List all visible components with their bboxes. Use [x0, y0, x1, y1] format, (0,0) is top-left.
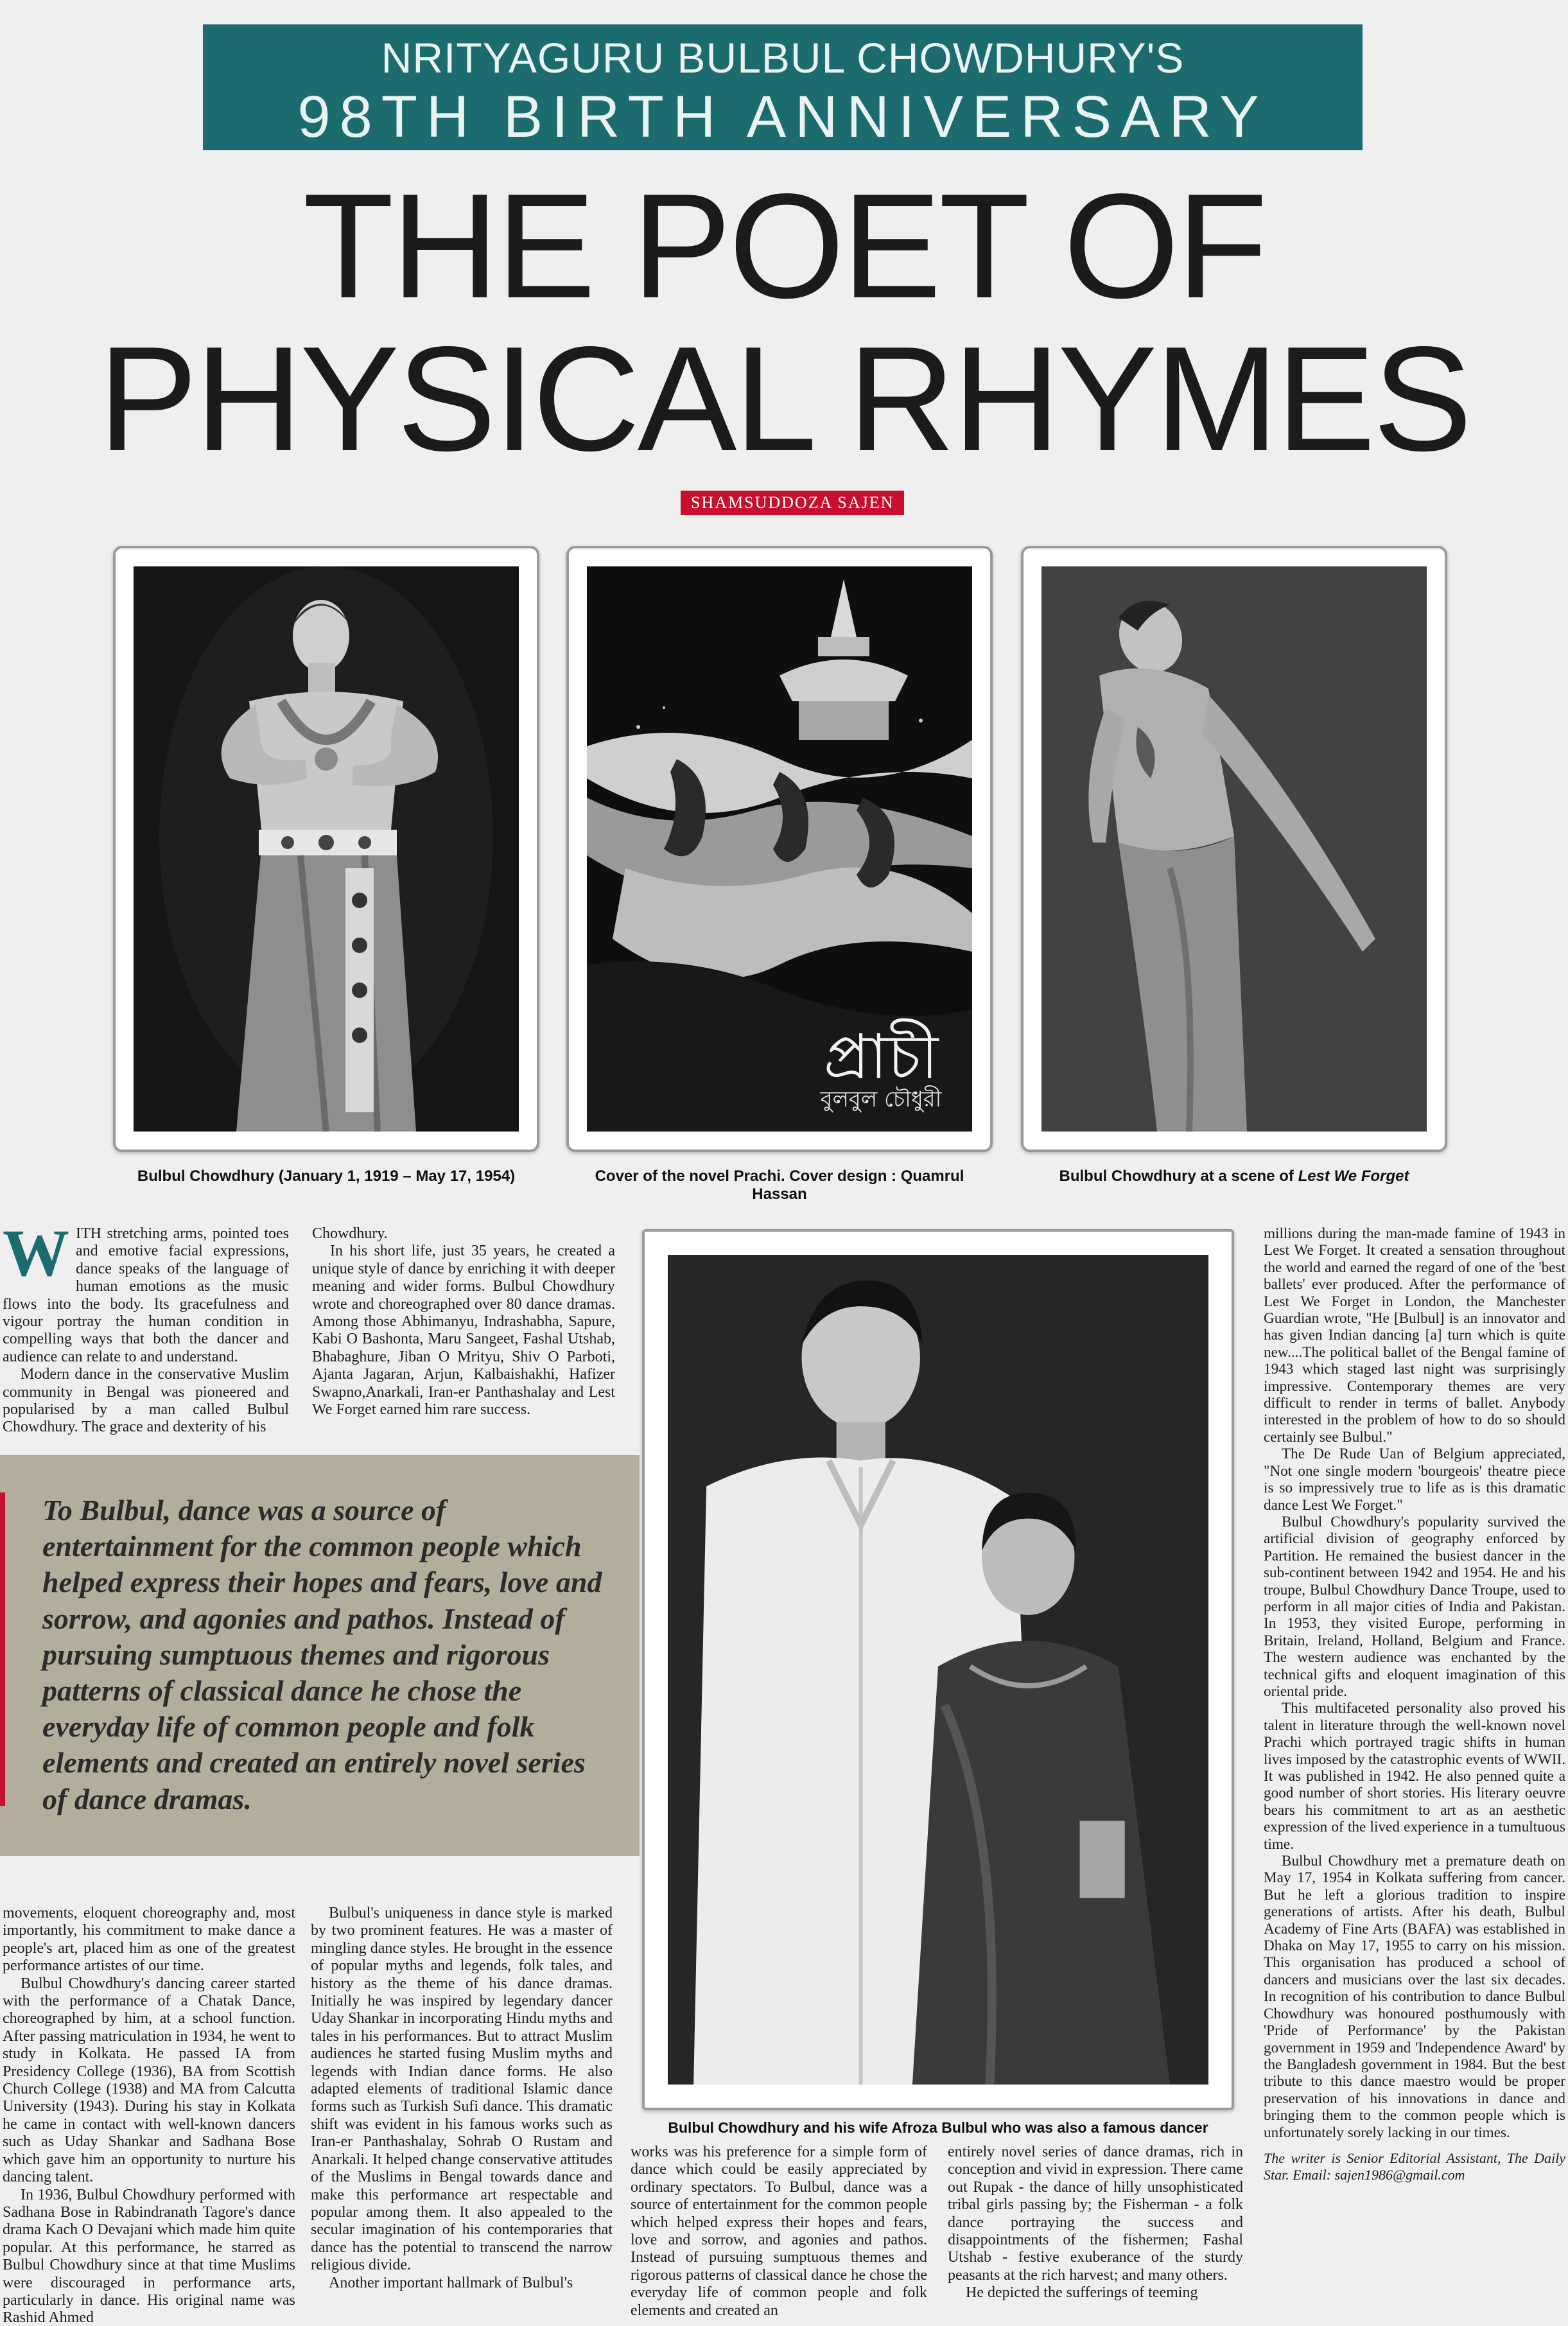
article-paragraph: ITH stretching arms, pointed toes and emotive facial expressions, dance speaks of the language of human emotions as the music flows into the body. Its gracefulness and vigour portray the human condition in compelling ways that both the dancer and audience can relate to and understand. [3, 1225, 289, 1365]
caption-prachi-cover: Cover of the novel Prachi. Cover design : Quamrul Hassan [595, 1167, 964, 1203]
photo-couple [668, 1255, 1208, 2085]
photo-frame-dancer [113, 546, 539, 1152]
article-paragraph: Modern dance in the conservative Muslim community in Bengal was pioneered and popularised by a man called Bulbul Chowdhury. The grace and dexterity of his [3, 1366, 289, 1436]
photo-lest-we-forget [1041, 566, 1427, 1132]
article-column-3 [631, 2144, 927, 2320]
caption-dancer: Bulbul Chowdhury (January 1, 1919 – May 17, 1954) [137, 1167, 516, 1185]
dropcap: W [3, 1216, 69, 1290]
photo-dancer [134, 566, 519, 1132]
photo-frame-couple [642, 1229, 1234, 2110]
article-paragraph: movements, eloquent choreography and, most importantly, his commitment to make dance a people's art, placed him as one of the greatest performance artistes of our time. [3, 1905, 295, 1975]
article-paragraph: In 1936, Bulbul Chowdhury performed with Sadhana Bose in Rabindranath Tagore's dance drama Kach O Devajani which made him quite popular. At this performance, he starred as Bulbul Chowdhury since at that time Muslims were discouraged in performance arts, particularly in dance. His original name was Rashid Ahmed [3, 2186, 295, 2326]
article-paragraph: millions during the man-made famine of 1943 in Lest We Forget. It created a sensation throughout the world and earned the regard of one of the 'best ballets' ever produced. After the performance of Lest We Forget in London, the Manchester Guardian wrote, "He [Bulbul] is an innovator and has given Indian dancing [a] turn which is quite new....The political ballet of the Bengal famine of 1943 which staged last night was surprisingly impressive. Contemporary themes are very difficult to render in terms of ballet. Anybody interested in the problem of how to do so should certainly see Bulbul." [1264, 1225, 1565, 1446]
caption-lest-we-forget-title: Lest We Forget [1298, 1167, 1409, 1185]
author-signoff: The writer is Senior Editorial Assistant, The Daily Star. Email: sajen1986@gmail.com [1264, 2149, 1565, 2183]
article-paragraph: Bulbul Chowdhury's popularity survived the artificial division of geography enforced by Partition. He remained the busiest dancer in the sub-continent between 1942 and 1954. He and his troupe, Bulbul Chowdhury Dance Troupe, used to perform in all major cities of India and Pakistan. In 1953, they visited Europe, performing in Britain, Ireland, Holland, Belgium and France. The western audience was enchanted by the technical gifts and eloquent imagination of this oriental pride. [1264, 1513, 1565, 1700]
article-column-1-top [3, 1216, 289, 1437]
headline-line-2: PHYSICAL RHYMES [98, 316, 1470, 482]
article-column-4 [948, 2144, 1243, 2302]
article-column-2-bottom [311, 1905, 613, 2292]
article-paragraph: The De Rude Uan of Belgium appreciated, "Not one single modern 'bourgeois' theatre piece is so impressively true to life as is this dramatic dance Lest We Forget." [1264, 1446, 1565, 1514]
article-column-1-bottom [3, 1905, 295, 2326]
prachi-cover-title: প্রাচী [823, 1021, 939, 1093]
article-paragraph: He depicted the sufferings of teeming [966, 2284, 1198, 2302]
photo-frame-lest-we-forget [1021, 546, 1447, 1152]
article-column-2-top [312, 1225, 615, 1419]
article-paragraph: entirely novel series of dance dramas, rich in conception and vivid in expression. There came out Rupak - the dance of hilly unsophisticated tribal girls passing by; the Fisherman - a folk dance portraying the success and disappointments of the fishermen; Fashal Utshab - festive exuberance of the sturdy peasants at the rich harvest; and many others. [948, 2144, 1243, 2284]
banner-line-1: NRITYAGURU BULBUL CHOWDHURY'S [381, 34, 1185, 82]
caption-couple: Bulbul Chowdhury and his wife Afroza Bulbul who was also a famous dancer [668, 2119, 1208, 2136]
anniversary-banner [203, 24, 1363, 150]
article-paragraph: Another important hallmark of Bulbul's [329, 2274, 573, 2291]
caption-lest-we-forget [1021, 1167, 1447, 1185]
banner-line-2: 98TH BIRTH ANNIVERSARY [297, 84, 1268, 150]
byline: SHAMSUDDOZA SAJEN [681, 491, 904, 515]
article-paragraph: This multifaceted personality also proved his talent in literature through the well-known novel Prachi which portrayed tragic shifts in human lives imposed by the catastrophic events of WWII. It was published in 1942. He also penned quite a good number of short stories. His literary oeuvre bears his commitment to art as an aesthetic expression of the lived experience in a tumultuous time. [1264, 1700, 1565, 1853]
article-paragraph: In his short life, just 35 years, he created a unique style of dance by enriching it with deeper meaning and wider forms. Bulbul Chowdhury wrote and choreographed over 80 dance dramas. Among those Abhimanyu, Indrashabha, Sapure, Kabi O Bashonta, Maru Sangeet, Fashal Utshab, Bhabaghure, Jiban O Mrityu, Shiv O Parboti, Ajanta Jagaran, Arjun, Kalbaishakhi, Hafizer Swapno,Anarkali, Iran-er Panthashalay and Lest We Forget earned him rare success. [312, 1243, 615, 1419]
article-paragraph: Bulbul Chowdhury met a premature death on May 17, 1954 in Kolkata suffering from cancer. But he left a glorious tradition to inspire generations of artists. After his death, Bulbul Academy of Fine Arts (BAFA) was established in Dhaka on May 17, 1955 to carry on his mission. This organisation has produced a school of dancers and musicians over the last six decades. In recognition of his contribution to dance Bulbul Chowdhury was honoured posthumously with 'Pride of Performance' by the Pakistan government in 1959 and 'Independence Award' by the Bangladesh government in 1984. But the best tribute to this dance maestro would be proper preservation of his innovations in dance and bringing them to the common people which is unfortunately sorely lacking in our times. [1264, 1853, 1565, 2141]
pull-quote-text: To Bulbul, dance was a source of entertainment for the common people which helped express their hopes and fears, love and sorrow, and agonies and pathos. Instead of pursuing sumptuous themes and rigorous patterns of classical dance he chose the everyday life of common people and folk elements and created an entirely novel series of dance dramas. [42, 1494, 602, 1815]
pull-quote-accent [0, 1492, 5, 1806]
article-column-5 [1264, 1225, 1565, 2183]
article-paragraph: Bulbul's uniqueness in dance style is marked by two prominent features. He was a master of mingling dance styles. He brought in the essence of popular myths and legends, folk tales, and history as the theme of his dance dramas. Initially he was inspired by legendary dancer Uday Shankar in incorporating Hindu myths and tales in his performances. But to attract Muslim audiences he started fusing Muslim myths and legends with Indian dance forms. He also adapted elements of traditional Islamic dance forms such as Turkish Sufi dance. This dramatic shift was evident in his famous works such as Iran-er Panthashalay, Sohrab O Rustam and Anarkali. It helped change conservative attitudes of the Muslims in Bengal towards dance and make this performance art respectable and popular among them. It also appealed to the secular imagination of his contemporaries that dance has the potential to transcend the narrow religious divide. [311, 1905, 613, 2274]
article-paragraph: Bulbul Chowdhury's dancing career started with the performance of a Chatak Dance, choreographed by him, at a school function. After passing matriculation in 1934, he went to study in Kolkata. He passed IA from Presidency College (1936), BA from Scottish Church College (1938) and MA from Calcutta University (1943). During his stay in Kolkata he came in contact with well-known dancers such as Uday Shankar and Sadhana Bose which gave him an opportunity to nurture his dancing talent. [3, 1975, 295, 2186]
article-paragraph: works was his preference for a simple form of dance which could be easily appreciated by ordinary spectators. To Bulbul, dance was a source of entertainment for the common people which helped express their hopes and fears, love and sorrow, and agonies and pathos. Instead of pursuing sumptuous themes and rigorous patterns of classical dance he chose the everyday life of common people and folk elements and created an [631, 2144, 927, 2319]
pull-quote [0, 1455, 640, 1856]
prachi-cover-author: বুলবুল চৌধুরী [820, 1087, 942, 1112]
headline-line-1: THE POET OF [302, 163, 1266, 329]
caption-lest-we-forget-prefix: Bulbul Chowdhury at a scene of [1059, 1167, 1298, 1185]
photo-frame-prachi-cover [566, 546, 993, 1152]
photo-prachi-cover [587, 566, 972, 1132]
article-paragraph: Chowdhury. [312, 1225, 388, 1242]
